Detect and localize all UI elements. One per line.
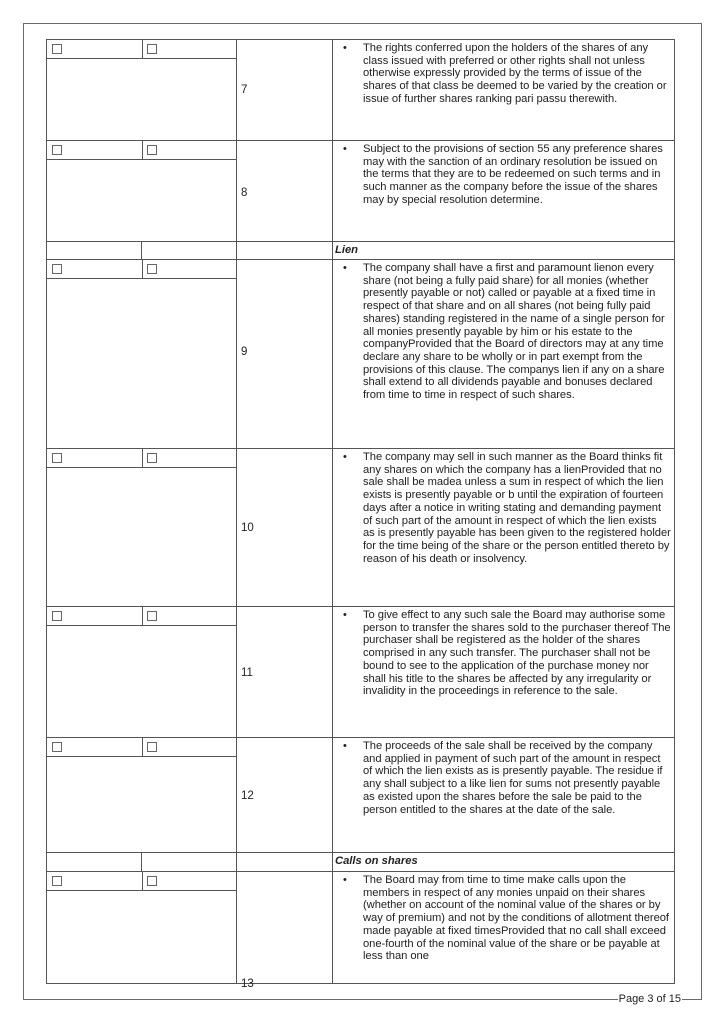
clause-number-cell [236, 607, 332, 738]
checkbox-2[interactable] [147, 44, 157, 54]
checkbox-1[interactable] [52, 44, 62, 54]
clause-text-cell [332, 449, 675, 607]
clause-row-13 [46, 871, 675, 990]
left-blank-cell [46, 891, 236, 983]
checkbox-1[interactable] [52, 264, 62, 274]
bullet-icon: • [343, 143, 347, 155]
clause-row-9 [46, 259, 675, 449]
clause-number: 11 [241, 667, 253, 679]
section-heading-row [46, 241, 675, 260]
left-blank-cell [46, 59, 236, 141]
clause-number-cell [236, 449, 332, 607]
checkbox-1[interactable] [52, 611, 62, 621]
checkbox-cell [46, 260, 236, 279]
clause-number-cell [236, 141, 332, 242]
bullet-icon: • [343, 874, 347, 886]
checkbox-2[interactable] [147, 453, 157, 463]
clause-text: Subject to the provisions of section 55 any preference shares may with the sanction of an ordinary resolution be issued on the terms that they are to be redeemed on such terms and in such manner as the company before the issue of the shares may by special resolution determine. [363, 143, 663, 206]
bullet-icon: • [343, 42, 347, 54]
clause-text: The company shall have a first and paramount lienon every share (not being a fully paid share) for all monies (whether presently payable or not) called or payable at a fixed time in respect of that share and on all shares (not being fully paid shares) standing registered in the name of a single person for all monies presently payable by him or his estate to the companyProvided that the Board of directors may at any time declare any share to be wholly or in part exempt from the provisions of this clause. The companys lien if any on a share shall extend to all dividends payable and bonuses declared from time to time in respect of such shares. [363, 262, 665, 402]
checkbox-1[interactable] [52, 742, 62, 752]
checkbox-cell [46, 738, 236, 757]
clause-number-cell [236, 738, 332, 853]
clause-row-12 [46, 737, 675, 853]
checkbox-1[interactable] [52, 145, 62, 155]
clause-number: 12 [241, 790, 254, 802]
checkbox-2[interactable] [147, 264, 157, 274]
left-blank-cell [46, 160, 236, 242]
clause-row-10 [46, 448, 675, 607]
bullet-icon: • [343, 609, 347, 621]
clause-text-cell [332, 872, 675, 983]
clause-text-cell [332, 40, 675, 141]
clause-text-cell [332, 607, 675, 738]
left-blank-cell [46, 626, 236, 738]
clause-number: 10 [241, 522, 254, 534]
clause-number-cell [236, 260, 332, 449]
checkbox-cell [46, 449, 236, 468]
left-blank-cell [46, 279, 236, 449]
checkbox-cell [46, 141, 236, 160]
checkbox-2[interactable] [147, 145, 157, 155]
clause-text-cell [332, 738, 675, 853]
bullet-icon: • [343, 451, 347, 463]
clause-number: 8 [241, 187, 248, 199]
clause-text: To give effect to any such sale the Board may authorise some person to transfer the shares sold to the purchaser thereof The purchaser shall be registered as the holder of the shares comprised in any such transfer. The purchaser shall not be bound to see to the application of the purchase money nor shall his title to the shares be affected by any irregularity or invalidity in the proceedings in reference to the sale. [363, 609, 671, 698]
bullet-icon: • [343, 262, 347, 274]
clause-text: The rights conferred upon the holders of the shares of any class issued with preferred or other rights shall not unless otherwise expressly provided by the terms of issue of the shares of that class be deemed to be varied by the creation or issue of further shares ranking pari passu therewith. [363, 42, 667, 105]
left-blank-cell [46, 468, 236, 607]
clause-number: 7 [241, 84, 248, 96]
left-blank-cell [46, 757, 236, 853]
checkbox-2[interactable] [147, 611, 157, 621]
checkbox-2[interactable] [147, 876, 157, 886]
clause-row-8 [46, 140, 675, 242]
checkbox-cell [46, 607, 236, 626]
checkbox-1[interactable] [52, 876, 62, 886]
section-heading-lien: Lien [335, 244, 358, 256]
clause-number-cell [236, 40, 332, 141]
clause-number-cell [236, 872, 332, 990]
clause-text-cell [332, 260, 675, 449]
clause-text: The Board may from time to time make calls upon the members in respect of any monies unpaid on their shares (whether on account of the nominal value of the shares or by way of premium) and not by the conditions of allotment thereof made payable at fixed timesProvided that no call shall exceed one-fourth of the nominal value of the share or be payable at less than one [363, 874, 669, 963]
checkbox-1[interactable] [52, 453, 62, 463]
clause-text: The proceeds of the sale shall be received by the company and applied in payment of such part of the amount in respect of which the lien exists as is presently payable. The residue if any shall subject to a like lien for sums not presently payable as existed upon the shares before the sale be paid to the person entitled to the shares at the date of the sale. [363, 740, 663, 816]
checkbox-cell [46, 40, 236, 59]
section-heading-calls-on-shares: Calls on shares [335, 855, 418, 867]
clause-number: 13 [241, 978, 254, 990]
clause-text: The company may sell in such manner as the Board thinks fit any shares on which the company has a lienProvided that no sale shall be madea unless a sum in respect of which the lien exists is presently payable or b until the expiration of fourteen days after a notice in writing stating and demanding payment of such part of the amount in respect of which the lien exists as is presently payable has been given to the registered holder for the time being of the share or the person entitled thereto by reason of his death or insolvency. [363, 451, 671, 565]
page-number: Page 3 of 15 [618, 993, 681, 1005]
checkbox-2[interactable] [147, 742, 157, 752]
clause-row-7 [46, 39, 675, 141]
bullet-icon: • [343, 740, 347, 752]
clause-text-cell [332, 141, 675, 242]
section-heading-row [46, 852, 675, 872]
checkbox-cell [46, 872, 236, 891]
clause-number: 9 [241, 346, 248, 358]
clause-row-11 [46, 606, 675, 738]
